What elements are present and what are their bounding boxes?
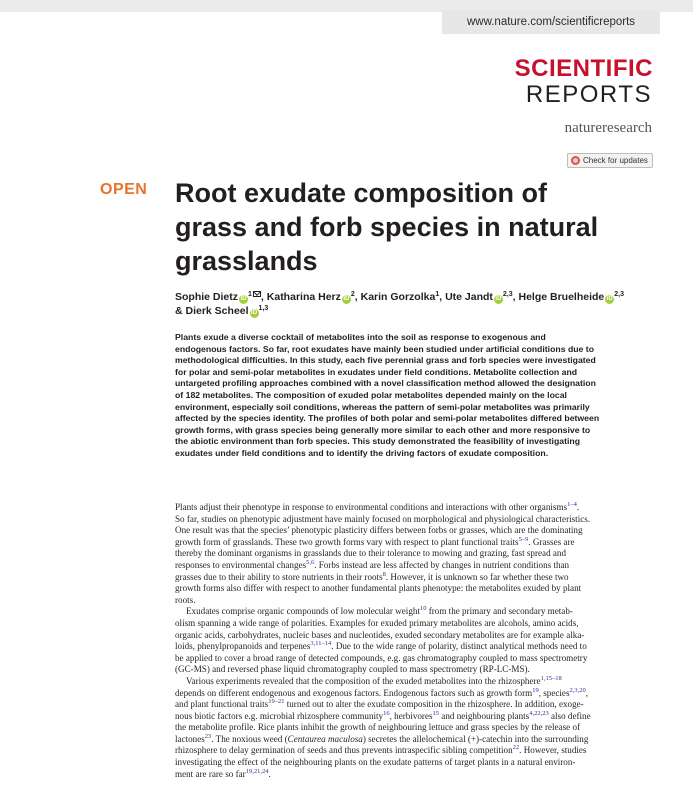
author-line [175, 290, 675, 304]
citation-ref[interactable]: 5,6 [306, 559, 315, 566]
text-run: organic acids, carbohydrates, nucleic bases and nucleotides, exuded secondary metabolites are for example alka- [175, 629, 585, 640]
text-run: . The noxious weed ( [211, 733, 288, 744]
citation-ref[interactable]: 10 [419, 606, 427, 613]
text-run: ment are rare so far [175, 768, 246, 779]
text-run: Plants adjust their phenotype in response to environmental conditions and interactions with other organisms [175, 502, 568, 512]
body-line [175, 769, 657, 781]
abstract-line: for polar and semi-polar metabolites in exudates under field conditions. Metabolite collection and [175, 366, 578, 377]
check-for-updates-button[interactable] [567, 153, 653, 168]
text-run: also define [548, 710, 591, 721]
text-run: . [576, 502, 580, 512]
crossmark-icon [571, 156, 580, 165]
body-line [175, 676, 657, 688]
abstract-line: Plants exude a diverse cocktail of metabolites into the soil as response to exogenous and [175, 332, 546, 342]
citation-ref[interactable]: 19 [532, 687, 539, 694]
orcid-icon[interactable]: iD [251, 310, 258, 316]
citation-ref[interactable]: 4,22,23 [529, 710, 549, 717]
author-name[interactable]: Ute Jandt [445, 291, 493, 303]
body-line [175, 664, 657, 676]
check-for-updates-label: Check for updates [583, 156, 648, 165]
body-line [175, 525, 657, 537]
body-text [175, 502, 657, 780]
text-run: grasses due to their ability to store nutrients in their roots [175, 571, 383, 582]
citation-ref[interactable]: 23 [204, 733, 212, 740]
body-line [175, 537, 657, 549]
orcid-icon[interactable]: iD [240, 296, 247, 302]
article-title [175, 176, 645, 278]
author-separator: , [354, 291, 361, 303]
orcid-icon[interactable]: iD [495, 296, 502, 302]
author-separator: , [512, 291, 519, 303]
text-run: thereby the dominant organisms in grasslands due to their tolerance to mowing and grazing, fast spread and [175, 548, 567, 559]
text-run: Various experiments revealed that the composition of the exuded metabolites into the rhizosphere [186, 675, 541, 686]
body-line [175, 688, 657, 700]
text-run: , [585, 687, 589, 698]
text-run: lactones [175, 733, 205, 744]
citation-ref[interactable]: 22 [512, 745, 520, 752]
text-run: turned out to alter the exudate composition in the rhizosphere. In addition, exoge- [284, 699, 584, 710]
text-run: So far, studies on phenotypic adjustment have mainly focused on morphological and physiological characteristics. [175, 513, 591, 524]
body-line [175, 548, 657, 560]
text-run: responses to environmental changes [175, 559, 307, 570]
abstract-line: growth forms, with grass species being generally more similar to each other and more responsive to [175, 424, 591, 435]
body-line [175, 641, 657, 653]
abstract-line: untargeted profiling approaches combined with a novel classification method allowed the designation [175, 378, 596, 389]
text-run: , species [538, 687, 570, 698]
paragraph [175, 502, 657, 606]
abstract-line: methodological difficulties. In this study, each five perennial grass and forb species were investigated [175, 355, 596, 366]
email-envelope-icon[interactable] [253, 291, 261, 297]
abstract [175, 332, 655, 460]
paragraph [175, 606, 657, 676]
body-line [175, 711, 657, 723]
title-line: Root exudate composition of [175, 178, 548, 208]
author-separator: , [260, 291, 267, 303]
citation-ref[interactable]: 16 [383, 710, 390, 717]
text-run: from the primary and secondary metab- [426, 606, 573, 617]
body-line [175, 722, 657, 734]
citation-ref[interactable]: 15 [432, 710, 440, 717]
text-run: the metabolite profile. Rice plants inhibit the growth of neighbouring lettuce and grass species by the release of [175, 722, 581, 733]
citation-ref[interactable]: 19,21,24 [245, 768, 269, 775]
journal-url[interactable]: www.nature.com/scientificreports [442, 10, 660, 34]
text-run: and plant functional traits [175, 699, 269, 710]
body-line [175, 734, 657, 746]
affiliation-sup: 1,3 [258, 305, 269, 312]
citation-ref[interactable]: 1,15–18 [540, 675, 562, 682]
citation-ref[interactable]: 1–4 [567, 502, 577, 508]
body-line [175, 606, 657, 618]
author-name[interactable]: Karin Gorzolka [360, 291, 436, 303]
text-run: . Grasses are [528, 536, 575, 547]
brand-reports: REPORTS [525, 81, 652, 108]
text-run: loids, phenylpropanoids and terpenes [175, 641, 311, 652]
publisher-name: natureresearch [564, 120, 652, 136]
body-line [175, 595, 657, 607]
text-run: roots. [175, 594, 196, 605]
orcid-icon[interactable]: iD [343, 296, 350, 302]
text-run: . However, studies [519, 745, 587, 756]
text-run: (GC-MS) and reversed phase liquid chromatography coupled to mass spectrometry (RP-LC-MS). [175, 664, 530, 675]
author-name[interactable]: Helge Bruelheide [518, 291, 605, 303]
abstract-line: endogenous factors. So far, root exudates have mainly been studied under artificial conditions due to [175, 343, 595, 354]
abstract-line: environment, especially soil conditions, whereas the pattern of semi-polar metabolites was primarily [175, 401, 590, 412]
body-line [175, 745, 657, 757]
body-line [175, 630, 657, 642]
body-line [175, 583, 657, 595]
affiliation-sup: 2,3 [502, 291, 513, 298]
abstract-line: the abiotic environment than forb species. This study demonstrated the feasibility of investigating [175, 436, 580, 447]
text-run: ) secretes the allelochemical (+)-catechin into the surrounding [362, 733, 589, 744]
citation-ref[interactable]: 19–21 [268, 699, 285, 706]
body-line [175, 572, 657, 584]
author-ampersand: & [175, 305, 186, 317]
text-run: rhizosphere to delay germination of seeds and thus prevents intraspecific sibling competition [175, 745, 513, 756]
body-line [175, 560, 657, 572]
paragraph [175, 676, 657, 780]
body-line [175, 653, 657, 665]
abstract-line: of 182 metabolites. The composition of exuded polar metabolites depended mainly on the local [175, 389, 567, 400]
brand-scientific: SCIENTIFIC [514, 55, 653, 82]
text-run: depends on different endogenous and exogenous factors. Endogenous factors such as growth form [175, 687, 533, 698]
citation-ref[interactable]: 5–9 [518, 536, 529, 543]
author-separator: , [439, 291, 446, 303]
affiliation-sup: 2 [350, 291, 355, 298]
body-line [175, 699, 657, 711]
author-name[interactable]: Dierk Scheel [185, 305, 249, 317]
text-run: investigating the effect of the neighbouring plants on the exudate patterns of target plants in a natural environ- [175, 757, 576, 768]
body-line [175, 502, 657, 514]
text-run: . However, it is unknown so far whether these two [385, 571, 569, 582]
text-run: . [268, 768, 271, 779]
text-run: One result was that the species’ phenotypic plasticity differs between forbs or grasses, which are the dominating [175, 525, 583, 536]
author-list [175, 290, 675, 318]
citation-ref[interactable]: 8 [382, 571, 386, 578]
affiliation-sup: 1 [435, 291, 440, 298]
citation-ref[interactable]: 2,3,20 [569, 687, 586, 694]
text-run: growth form of grasslands. These two growth forms vary with respect to plant functional traits [175, 536, 519, 547]
text-run: be applied to cover a broad range of detected compounds, e.g. gas chromatography coupled to mass spectrometry [175, 652, 588, 663]
body-line [175, 618, 657, 630]
italic-run: Centaurea maculosa [287, 733, 363, 744]
author-name[interactable]: Katharina Herz [266, 291, 341, 303]
orcid-icon[interactable]: iD [606, 296, 613, 302]
text-run: olism spanning a wide range of polarities. Examples for exuded primary metabolites are alcohols, amino acids, [175, 617, 579, 628]
title-line: grasslands [175, 246, 318, 276]
text-run: . Forbs instead are less affected by changes in nutrient conditions than [314, 559, 570, 570]
text-run: nous biotic factors e.g. microbial rhizosphere community [175, 710, 384, 721]
text-run: Exudates comprise organic compounds of low molecular weight [186, 606, 420, 617]
open-access-label: OPEN [100, 181, 148, 198]
text-run: growth forms also differ with respect to another fundamental plants phenotype: the metabolites exuded by plant [175, 583, 582, 594]
body-line [175, 514, 657, 526]
author-line [175, 304, 675, 318]
abstract-line: affected by the species identity. The profiles of both polar and semi-polar metabolites differed between [175, 413, 600, 424]
title-line: grass and forb species in natural [175, 212, 599, 242]
author-name[interactable]: Sophie Dietz [175, 291, 239, 303]
abstract-line: exudates under field conditions and to identify the driving factors of exudate composition. [175, 447, 549, 458]
body-line [175, 757, 657, 769]
text-run: and neighbouring plants [439, 710, 530, 721]
text-run: . Due to the wide range of polarity, distinct analytical methods need to [331, 641, 587, 652]
text-run: , herbivores [389, 710, 433, 721]
citation-ref[interactable]: 3,11–14 [310, 641, 332, 648]
affiliation-sup: 1 [248, 291, 252, 298]
affiliation-sup: 2,3 [614, 291, 624, 298]
